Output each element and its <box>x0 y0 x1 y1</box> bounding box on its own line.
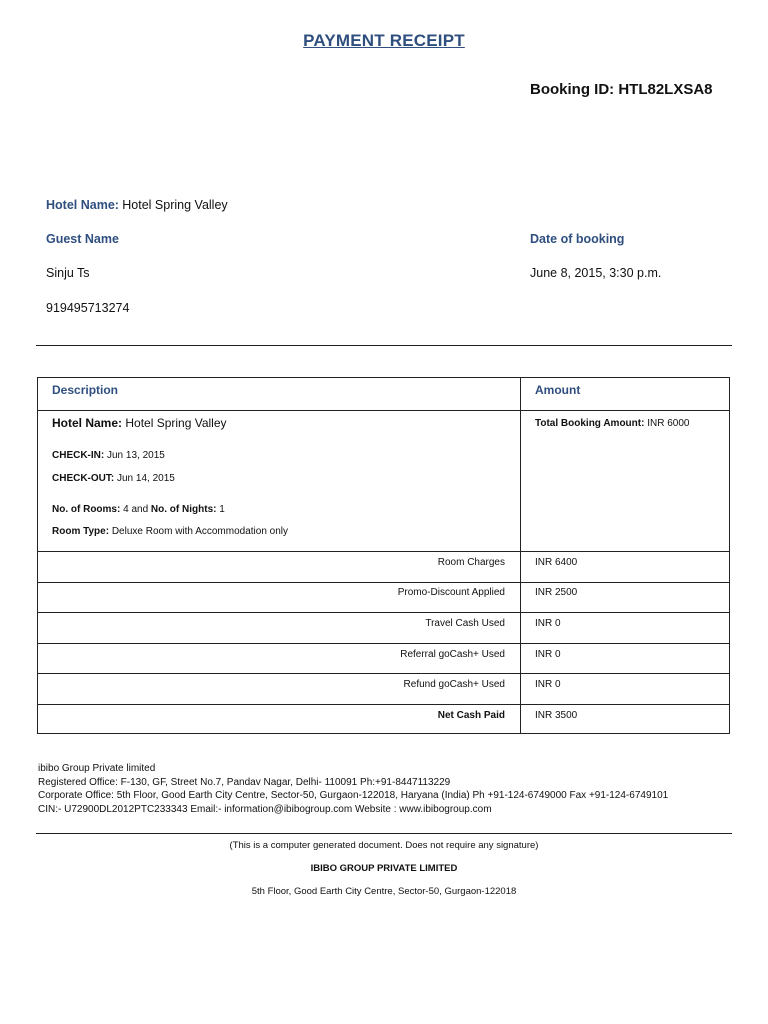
guest-phone: 919495713274 <box>46 301 130 315</box>
column-header-amount: Amount <box>535 383 581 397</box>
row-divider <box>38 643 729 644</box>
charge-value: INR 0 <box>535 618 561 629</box>
net-cash-paid-value: INR 3500 <box>535 710 578 721</box>
check-out-value: Jun 14, 2015 <box>117 473 175 484</box>
date-of-booking-value: June 8, 2015, 3:30 p.m. <box>530 266 662 280</box>
charge-label: Room Charges <box>437 557 505 568</box>
charge-value: INR 0 <box>535 649 561 660</box>
charge-value: INR 0 <box>535 679 561 690</box>
row-divider <box>38 410 729 411</box>
check-out <box>52 473 175 484</box>
footer-company-name: IBIBO GROUP PRIVATE LIMITED <box>310 863 458 874</box>
total-booking-amount <box>535 418 689 429</box>
charge-label: Promo-Discount Applied <box>397 587 505 598</box>
hotel-name-line <box>46 198 228 212</box>
net-cash-paid-label: Net Cash Paid <box>437 710 505 721</box>
company-info <box>38 762 668 816</box>
computer-generated-note: (This is a computer generated document. Does not require any signature) <box>229 840 539 851</box>
rooms-label: No. of Rooms: <box>52 504 121 515</box>
table-hotel-name-label: Hotel Name: <box>52 416 123 430</box>
charge-value: INR 6400 <box>535 557 578 568</box>
booking-id-value: HTL82LXSA8 <box>618 81 713 98</box>
charge-label: Travel Cash Used <box>425 618 505 629</box>
room-type-value: Deluxe Room with Accommodation only <box>111 526 289 537</box>
check-out-label: CHECK-OUT: <box>52 473 115 484</box>
rooms-and-nights <box>52 504 225 515</box>
nights-value: 1 <box>219 504 225 515</box>
total-booking-amount-value: INR 6000 <box>647 418 690 429</box>
registered-office: Registered Office: F-130, GF, Street No.7, Pandav Nagar, Delhi- 110091 Ph:+91-8447113229 <box>38 776 451 788</box>
receipt-table <box>37 377 730 734</box>
column-divider <box>520 378 521 733</box>
row-divider <box>38 612 729 613</box>
footer-address: 5th Floor, Good Earth City Centre, Sector-50, Gurgaon-122018 <box>251 886 517 897</box>
charge-label: Referral goCash+ Used <box>400 649 505 660</box>
corporate-office: Corporate Office: 5th Floor, Good Earth City Centre, Sector-50, Gurgaon-122018, Haryana (India) Ph +91-124-6749000 Fax +91-124-6749101 <box>38 790 669 802</box>
check-in <box>52 450 165 461</box>
date-of-booking-label: Date of booking <box>530 232 625 246</box>
column-header-description: Description <box>52 383 119 397</box>
row-divider <box>38 551 729 552</box>
divider <box>36 345 732 346</box>
charge-label: Refund goCash+ Used <box>403 679 505 690</box>
check-in-value: Jun 13, 2015 <box>107 450 165 461</box>
page-title: PAYMENT RECEIPT <box>303 31 465 50</box>
hotel-name-value: Hotel Spring Valley <box>122 198 228 212</box>
row-divider <box>38 582 729 583</box>
table-hotel-name <box>52 416 227 430</box>
guest-name-label: Guest Name <box>46 232 119 246</box>
and-text: and <box>131 504 149 515</box>
hotel-name-label: Hotel Name: <box>46 198 119 212</box>
cin-email-website: CIN:- U72900DL2012PTC233343 Email:- information@ibibogroup.com Website : www.ibibogroup.com <box>38 803 492 815</box>
check-in-label: CHECK-IN: <box>52 450 105 461</box>
rooms-value: 4 <box>123 504 129 515</box>
footer-divider <box>36 833 732 834</box>
nights-label: No. of Nights: <box>150 504 217 515</box>
charge-value: INR 2500 <box>535 587 578 598</box>
guest-name-value: Sinju Ts <box>46 266 90 280</box>
booking-id-label: Booking ID: <box>530 81 615 98</box>
table-hotel-name-value: Hotel Spring Valley <box>125 416 227 430</box>
room-type <box>52 526 288 537</box>
row-divider <box>38 704 729 705</box>
booking-id <box>530 81 713 98</box>
row-divider <box>38 673 729 674</box>
company-line: ibibo Group Private limited <box>38 763 156 774</box>
total-booking-amount-label: Total Booking Amount: <box>535 418 645 429</box>
room-type-label: Room Type: <box>52 526 110 537</box>
